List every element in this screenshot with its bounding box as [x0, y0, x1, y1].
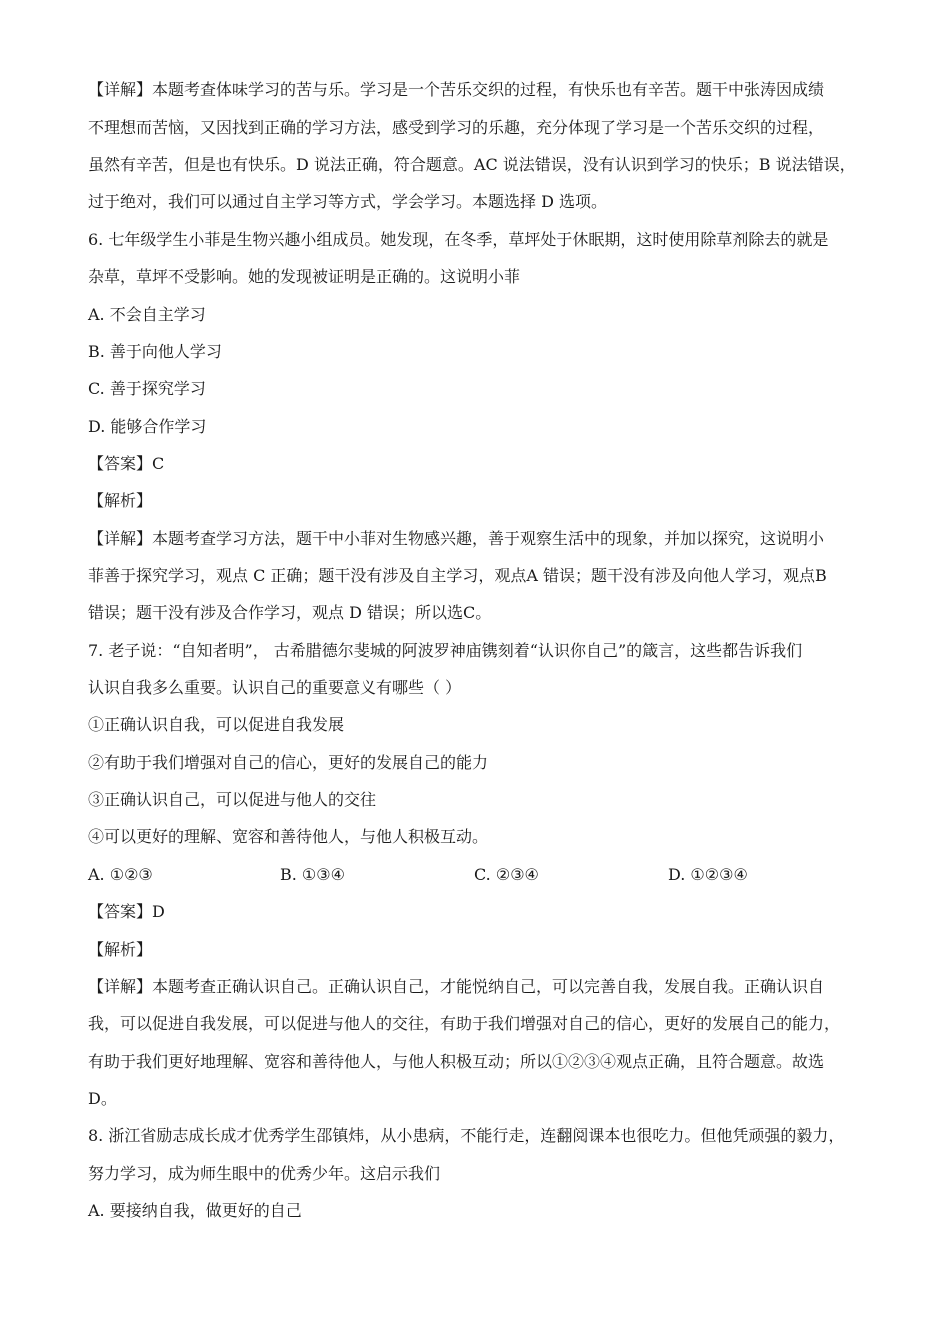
- q7-detail-line-2: 我，可以促进自我发展，可以促进与他人的交往，有助于我们增强对自己的信心，更好的发展自己的能力，: [88, 1014, 841, 1033]
- q7-analysis-heading: 【解析】: [88, 940, 153, 959]
- q5-detail-line-1: 【详解】本题考查体味学习的苦与乐。学习是一个苦乐交织的过程，有快乐也有辛苦。题干中张涛因成绩: [88, 80, 825, 99]
- q6-option-d: D. 能够合作学习: [88, 417, 207, 436]
- q7-option-b: B. ①③④: [280, 865, 345, 884]
- q6-detail-line-2: 菲善于探究学习，观点 C 正确；题干没有涉及自主学习，观点A 错误；题干没有涉及向他人学习，观点B: [88, 566, 827, 585]
- q7-stem-line-2: 认识自我多么重要。认识自己的重要意义有哪些（ ）: [88, 678, 462, 697]
- q6-stem-line-2: 杂草，草坪不受影响。她的发现被证明是正确的。这说明小菲: [88, 267, 521, 286]
- q7-option-c: C. ②③④: [474, 865, 539, 884]
- q7-statement-4: ④可以更好的理解、宽容和善待他人，与他人积极互动。: [88, 827, 489, 846]
- q6-stem-line-1: 6. 七年级学生小菲是生物兴趣小组成员。她发现，在冬季，草坪处于休眠期，这时使用除草剂除去的就是: [88, 230, 829, 249]
- q7-option-a: A. ①②③: [88, 865, 153, 884]
- q7-statement-1: ①正确认识自我，可以促进自我发展: [88, 715, 345, 734]
- q7-statement-2: ②有助于我们增强对自己的信心，更好的发展自己的能力: [88, 753, 489, 772]
- q7-stem-line-1: 7. 老子说：“自知者明”， 古希腊德尔斐城的阿波罗神庙镌刻着“认识你自己”的箴言，这些都告诉我们: [88, 641, 803, 660]
- q8-option-a: A. 要接纳自我，做更好的自己: [88, 1201, 302, 1220]
- q6-option-c: C. 善于探究学习: [88, 379, 206, 398]
- q6-option-b: B. 善于向他人学习: [88, 342, 222, 361]
- q6-answer: 【答案】C: [88, 454, 165, 473]
- q8-stem-line-1: 8. 浙江省励志成长成才优秀学生邵镇炜，从小患病，不能行走，连翻阅课本也很吃力。但他凭顽强的毅力，: [88, 1126, 845, 1145]
- q6-option-a: A. 不会自主学习: [88, 305, 206, 324]
- q7-answer: 【答案】D: [88, 902, 165, 921]
- q7-option-d: D. ①②③④: [668, 865, 748, 884]
- q5-detail-line-2: 不理想而苦恼，又因找到正确的学习方法，感受到学习的乐趣，充分体现了学习是一个苦乐交织的过程，: [88, 118, 825, 137]
- q7-detail-line-1: 【详解】本题考查正确认识自己。正确认识自己，才能悦纳自己，可以完善自我，发展自我。正确认识自: [88, 977, 825, 996]
- q7-detail-line-4: D。: [88, 1089, 117, 1108]
- q8-stem-line-2: 努力学习，成为师生眼中的优秀少年。这启示我们: [88, 1164, 441, 1183]
- q7-detail-line-3: 有助于我们更好地理解、宽容和善待他人，与他人积极互动；所以①②③④观点正确，且符合题意。故选: [88, 1052, 825, 1071]
- q7-statement-3: ③正确认识自己，可以促进与他人的交往: [88, 790, 377, 809]
- q6-analysis-heading: 【解析】: [88, 491, 153, 510]
- q5-detail-line-4: 过于绝对，我们可以通过自主学习等方式，学会学习。本题选择 D 选项。: [88, 192, 608, 211]
- q5-detail-line-3: 虽然有辛苦，但是也有快乐。D 说法正确，符合题意。AC 说法错误，没有认识到学习的快乐；B 说法错误，: [88, 155, 856, 174]
- q6-detail-line-3: 错误；题干没有涉及合作学习，观点 D 错误；所以选C。: [88, 603, 492, 622]
- q6-detail-line-1: 【详解】本题考查学习方法，题干中小菲对生物感兴趣，善于观察生活中的现象，并加以探究，这说明小: [88, 529, 825, 548]
